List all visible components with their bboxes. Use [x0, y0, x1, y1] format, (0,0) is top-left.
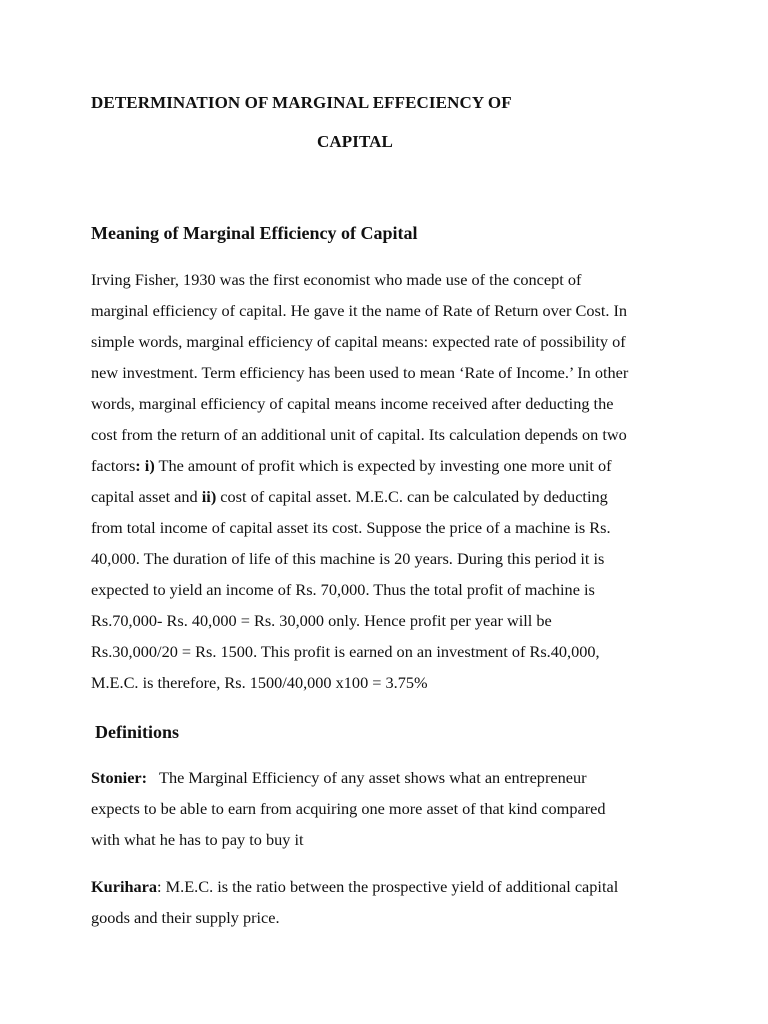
paragraph-line: with what he has to pay to buy it — [91, 830, 304, 849]
paragraph-line: new investment. Term efficiency has been used to mean ‘Rate of Income.’ In other — [91, 363, 629, 382]
meaning-paragraph — [91, 264, 691, 698]
definition-text: : M.E.C. is the ratio between the prospective yield of additional capital — [157, 877, 619, 896]
paragraph-line — [91, 871, 691, 902]
factors-label: factors — [91, 456, 136, 475]
factor-text-ii: cost of capital asset. M.E.C. can be calculated by deducting — [216, 487, 608, 506]
paragraph-line: M.E.C. is therefore, Rs. 1500/40,000 x100 = 3.75% — [91, 673, 428, 692]
paragraph-line: expected to yield an income of Rs. 70,000. Thus the total profit of machine is — [91, 580, 595, 599]
document-title-line-2: CAPITAL — [317, 132, 393, 151]
paragraph-line — [91, 481, 691, 512]
paragraph-line — [91, 762, 691, 793]
factor-marker-ii: ii) — [201, 487, 217, 506]
paragraph-line: 40,000. The duration of life of this machine is 20 years. During this period it is — [91, 549, 605, 568]
paragraph-line: expects to be able to earn from acquiring one more asset of that kind compared — [91, 799, 606, 818]
definition-term-kurihara: Kurihara — [91, 877, 158, 896]
document-title-line-1: DETERMINATION OF MARGINAL EFFECIENCY OF — [91, 93, 512, 112]
definition-stonier — [91, 762, 691, 855]
paragraph-line: Rs.30,000/20 = Rs. 1500. This profit is earned on an investment of Rs.40,000, — [91, 642, 600, 661]
paragraph-line: marginal efficiency of capital. He gave it the name of Rate of Return over Cost. In — [91, 301, 628, 320]
paragraph-line: from total income of capital asset its cost. Suppose the price of a machine is Rs. — [91, 518, 611, 537]
factor-text-i: The amount of profit which is expected by investing one more unit of — [154, 456, 612, 475]
paragraph-line: words, marginal efficiency of capital means income received after deducting the — [91, 394, 614, 413]
definition-text: The Marginal Efficiency of any asset shows what an entrepreneur — [147, 768, 587, 787]
section-heading-meaning: Meaning of Marginal Efficiency of Capital — [91, 223, 418, 243]
definition-term-stonier: Stonier: — [91, 768, 148, 787]
paragraph-line: simple words, marginal efficiency of capital means: expected rate of possibility of — [91, 332, 626, 351]
line-lead-text: capital asset and — [91, 487, 202, 506]
section-heading-definitions: Definitions — [95, 722, 180, 742]
paragraph-line: Irving Fisher, 1930 was the first economist who made use of the concept of — [91, 270, 582, 289]
paragraph-line: cost from the return of an additional unit of capital. Its calculation depends on two — [91, 425, 627, 444]
paragraph-line: Rs.70,000- Rs. 40,000 = Rs. 30,000 only. Hence profit per year will be — [91, 611, 552, 630]
paragraph-line: goods and their supply price. — [91, 908, 280, 927]
factor-marker-i: i) — [144, 456, 155, 475]
paragraph-line — [91, 450, 691, 481]
factors-colon: : — [135, 456, 141, 475]
definition-kurihara — [91, 871, 691, 933]
